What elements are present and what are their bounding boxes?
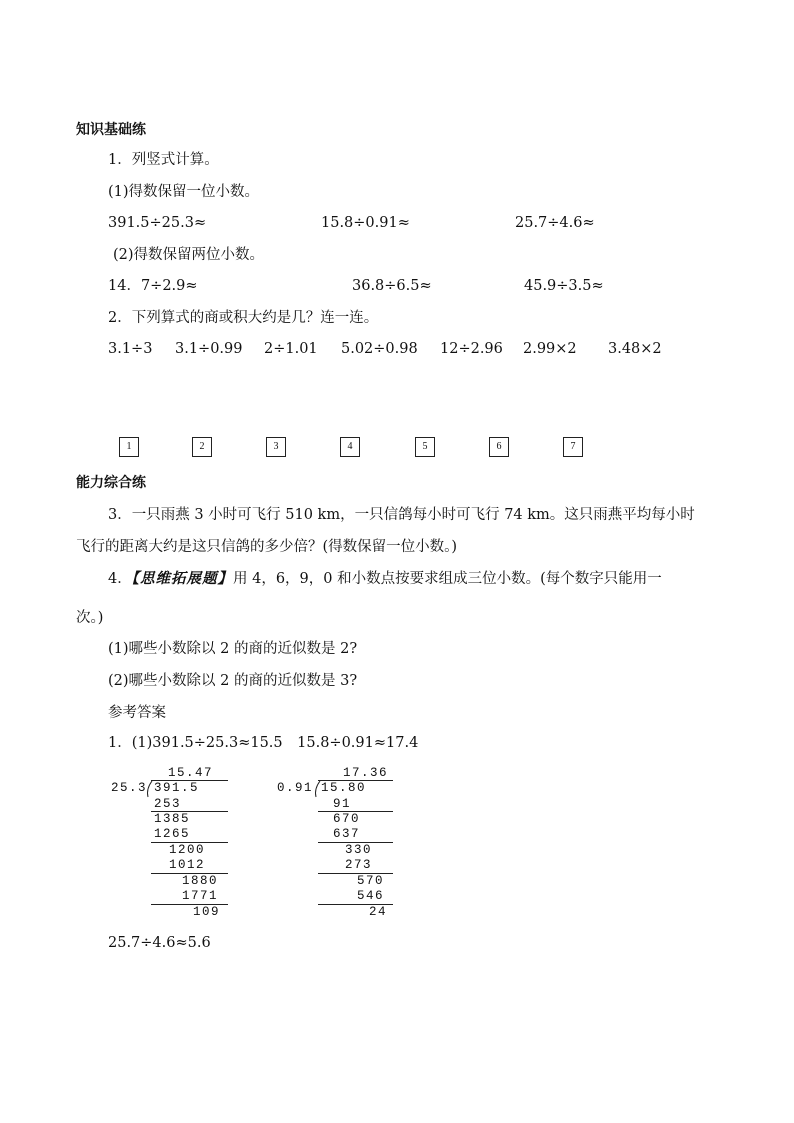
section-heading-ability: 能力综合练 xyxy=(76,475,146,491)
answer-box-6[interactable]: 6 xyxy=(489,437,509,457)
division-1-remainder: 109 xyxy=(193,905,221,919)
division-1-step: 1012 xyxy=(169,858,206,872)
division-2-step: 637 xyxy=(333,827,361,841)
q1-item-1: 391.5÷25.3≈ xyxy=(108,215,207,231)
division-1-step: 1880 xyxy=(182,874,219,888)
q3-line-1: 3．一只雨燕 3 小时可飞行 510 km，一只信鸽每小时可飞行 74 km。这只雨燕平均每小时 xyxy=(108,507,695,523)
division-1-step: 1200 xyxy=(169,843,206,857)
q1-item-2: 15.8÷0.91≈ xyxy=(321,215,410,231)
answer-box-5[interactable]: 5 xyxy=(415,437,435,457)
division-2-step: 273 xyxy=(345,858,373,872)
q2-expr-3: 2÷1.01 xyxy=(264,341,318,357)
q4-tag: 【思维拓展题】 xyxy=(131,570,233,587)
q4-prefix: 4． xyxy=(108,571,132,587)
q4-line-1 xyxy=(108,570,662,588)
division-2-divisor: 0.91 xyxy=(277,781,314,795)
division-2-step: 546 xyxy=(357,889,385,903)
answers-heading: 参考答案 xyxy=(108,705,166,721)
answer-box-7[interactable]: 7 xyxy=(563,437,583,457)
division-2-dividend: 15.80 xyxy=(321,781,367,795)
division-2-remainder: 24 xyxy=(369,905,388,919)
q1-part2: (2)得数保留两位小数。 xyxy=(113,247,265,263)
q4-sub-2: (2)哪些小数除以 2 的商的近似数是 3? xyxy=(108,673,358,689)
division-1-step: 1265 xyxy=(154,827,191,841)
q2-expr-4: 5.02÷0.98 xyxy=(341,341,418,357)
answer-box-2[interactable]: 2 xyxy=(192,437,212,457)
q1-item-3: 25.7÷4.6≈ xyxy=(515,215,595,231)
q1-part1: (1)得数保留一位小数。 xyxy=(108,184,260,200)
q1-item-5: 36.8÷6.5≈ xyxy=(352,278,432,294)
section-heading-basic: 知识基础练 xyxy=(76,122,146,138)
division-1-dividend: 391.5 xyxy=(154,781,200,795)
q1-item-6: 45.9÷3.5≈ xyxy=(524,278,604,294)
division-1-step: 1385 xyxy=(154,812,191,826)
answer-box-1[interactable]: 1 xyxy=(119,437,139,457)
division-2-step: 330 xyxy=(345,843,373,857)
division-2-step: 570 xyxy=(357,874,385,888)
answer-1-last: 25.7÷4.6≈5.6 xyxy=(108,935,211,951)
q1-title: 1．列竖式计算。 xyxy=(108,152,219,168)
division-1-divisor: 25.3 xyxy=(111,781,148,795)
division-2-step: 670 xyxy=(333,812,361,826)
division-2-step: 91 xyxy=(333,797,352,811)
division-1-quotient: 15.47 xyxy=(168,766,214,780)
q4-line-2: 次。) xyxy=(76,610,104,626)
q2-expr-5: 12÷2.96 xyxy=(440,341,503,357)
q2-expr-6: 2.99×2 xyxy=(523,341,577,357)
answer-box-4[interactable]: 4 xyxy=(340,437,360,457)
answer-1-line: 1．(1)391.5÷25.3≈15.5 15.8÷0.91≈17.4 xyxy=(108,735,419,751)
q2-expr-2: 3.1÷0.99 xyxy=(175,341,243,357)
division-1-step: 253 xyxy=(154,797,182,811)
q2-expr-1: 3.1÷3 xyxy=(108,341,153,357)
answer-box-3[interactable]: 3 xyxy=(266,437,286,457)
division-2-quotient: 17.36 xyxy=(343,766,389,780)
q2-title: 2．下列算式的商或积大约是几？连一连。 xyxy=(108,310,379,326)
q4-line-1-rest: 用 4，6，9，0 和小数点按要求组成三位小数。(每个数字只能用一 xyxy=(232,571,662,587)
q1-item-4: 14．7÷2.9≈ xyxy=(108,278,198,294)
division-1-step: 1771 xyxy=(182,889,219,903)
q3-line-2: 飞行的距离大约是这只信鸽的多少倍？(得数保留一位小数。) xyxy=(76,539,458,555)
q2-expr-7: 3.48×2 xyxy=(608,341,662,357)
q4-sub-1: (1)哪些小数除以 2 的商的近似数是 2? xyxy=(108,641,358,657)
